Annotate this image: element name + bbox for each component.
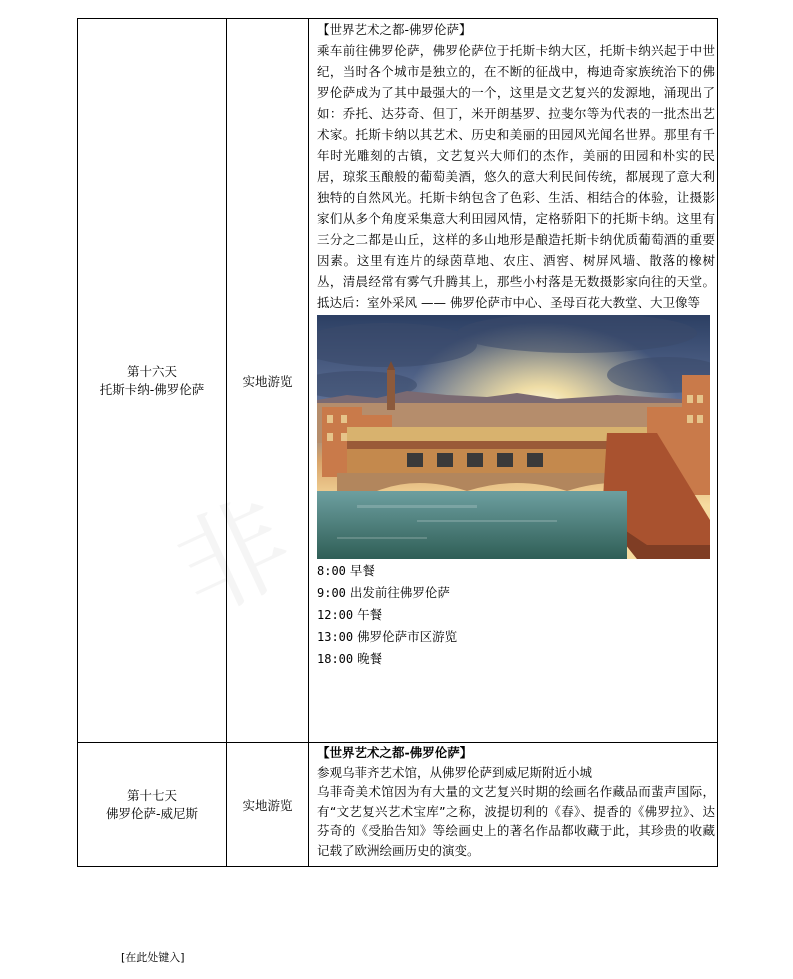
schedule-time: 13:00 [317,630,354,644]
day-label: 第十六天 [126,363,177,379]
section-title: 【世界艺术之都-佛罗伦萨】 [317,22,472,37]
description-line: 参观乌菲齐艺术馆，从佛罗伦萨到威尼斯附近小城 [317,764,593,780]
route-label: 托斯卡纳-佛罗伦萨 [99,381,205,397]
schedule-time: 12:00 [317,608,354,622]
schedule-item [317,626,715,648]
day-label: 第十七天 [126,787,177,803]
table-row [78,743,718,867]
schedule-item [317,582,715,604]
schedule-event: 早餐 [349,563,375,578]
schedule-event: 出发前往佛罗伦萨 [349,585,450,600]
schedule-time: 8:00 [317,564,346,578]
schedule-time: 9:00 [317,586,346,600]
table-row [78,19,718,743]
description-cell [309,743,718,867]
schedule-item [317,648,715,670]
day-cell [78,19,227,743]
schedule-item [317,604,715,626]
schedule [317,560,715,670]
description-paragraph: 乘车前往佛罗伦萨，佛罗伦萨位于托斯卡纳大区，托斯卡纳兴起于中世纪，当时各个城市是独立的，在不断的征战中，梅迪奇家族统治下的佛罗伦萨成为了其中最强大的一个，这里是文艺复兴的发源地，涌现出了如：乔托、达芬奇、但丁，米开朗基罗、拉斐尔等为代表的一批杰出艺术家。托斯卡纳以其艺术、历史和美丽的田园风光闻名世界。那里有千年时光雕刻的古镇，文艺复兴大师们的杰作，美丽的田园和朴实的民居，琼浆玉酿般的葡萄美酒，悠久的意大利民间传统，都展现了意大利独特的自然风光。托斯卡纳包含了色彩、生活、相结合的体验，让摄影家们从多个角度采集意大利田园风情，定格骄阳下的托斯卡纳。这里有三分之二都是山丘，这样的多山地形是酿造托斯卡纳优质葡萄酒的重要因素。这里有连片的绿茵草地、农庄、酒窖、树屏风墙、散落的橡树丛，清晨经常有雾气升腾其上，那些小村落是无数摄影家向往的天堂。抵达后：室外采风 —— 佛罗伦萨市中心、圣母百花大教堂、大卫像等 [317,43,715,310]
schedule-event: 午餐 [357,607,383,622]
schedule-item [317,560,715,582]
schedule-event: 佛罗伦萨市区游览 [357,629,458,644]
day-cell [78,743,227,867]
schedule-event: 晚餐 [357,651,383,666]
schedule-time: 18:00 [317,652,354,666]
description-cell [309,19,718,743]
route-label: 佛罗伦萨-威尼斯 [105,805,198,821]
footer-placeholder: [在此处键入] [121,951,185,964]
section-title: 【世界艺术之都-佛罗伦萨】 [317,745,473,760]
activity-type: 实地游览 [227,743,309,867]
itinerary-table [77,18,718,867]
description-paragraph: 乌菲奇美术馆因为有大量的文艺复兴时期的绘画名作藏品而蜚声国际，有“文艺复兴艺术宝库”之称，波提切利的《春》、提香的《佛罗拉》、达芬奇的《受胎告知》等绘画史上的著名作品都收藏于此，其珍贵的收藏记载了欧洲绘画历史的演变。 [317,784,715,858]
florence-photo [317,315,710,559]
activity-type: 实地游览 [227,19,309,743]
